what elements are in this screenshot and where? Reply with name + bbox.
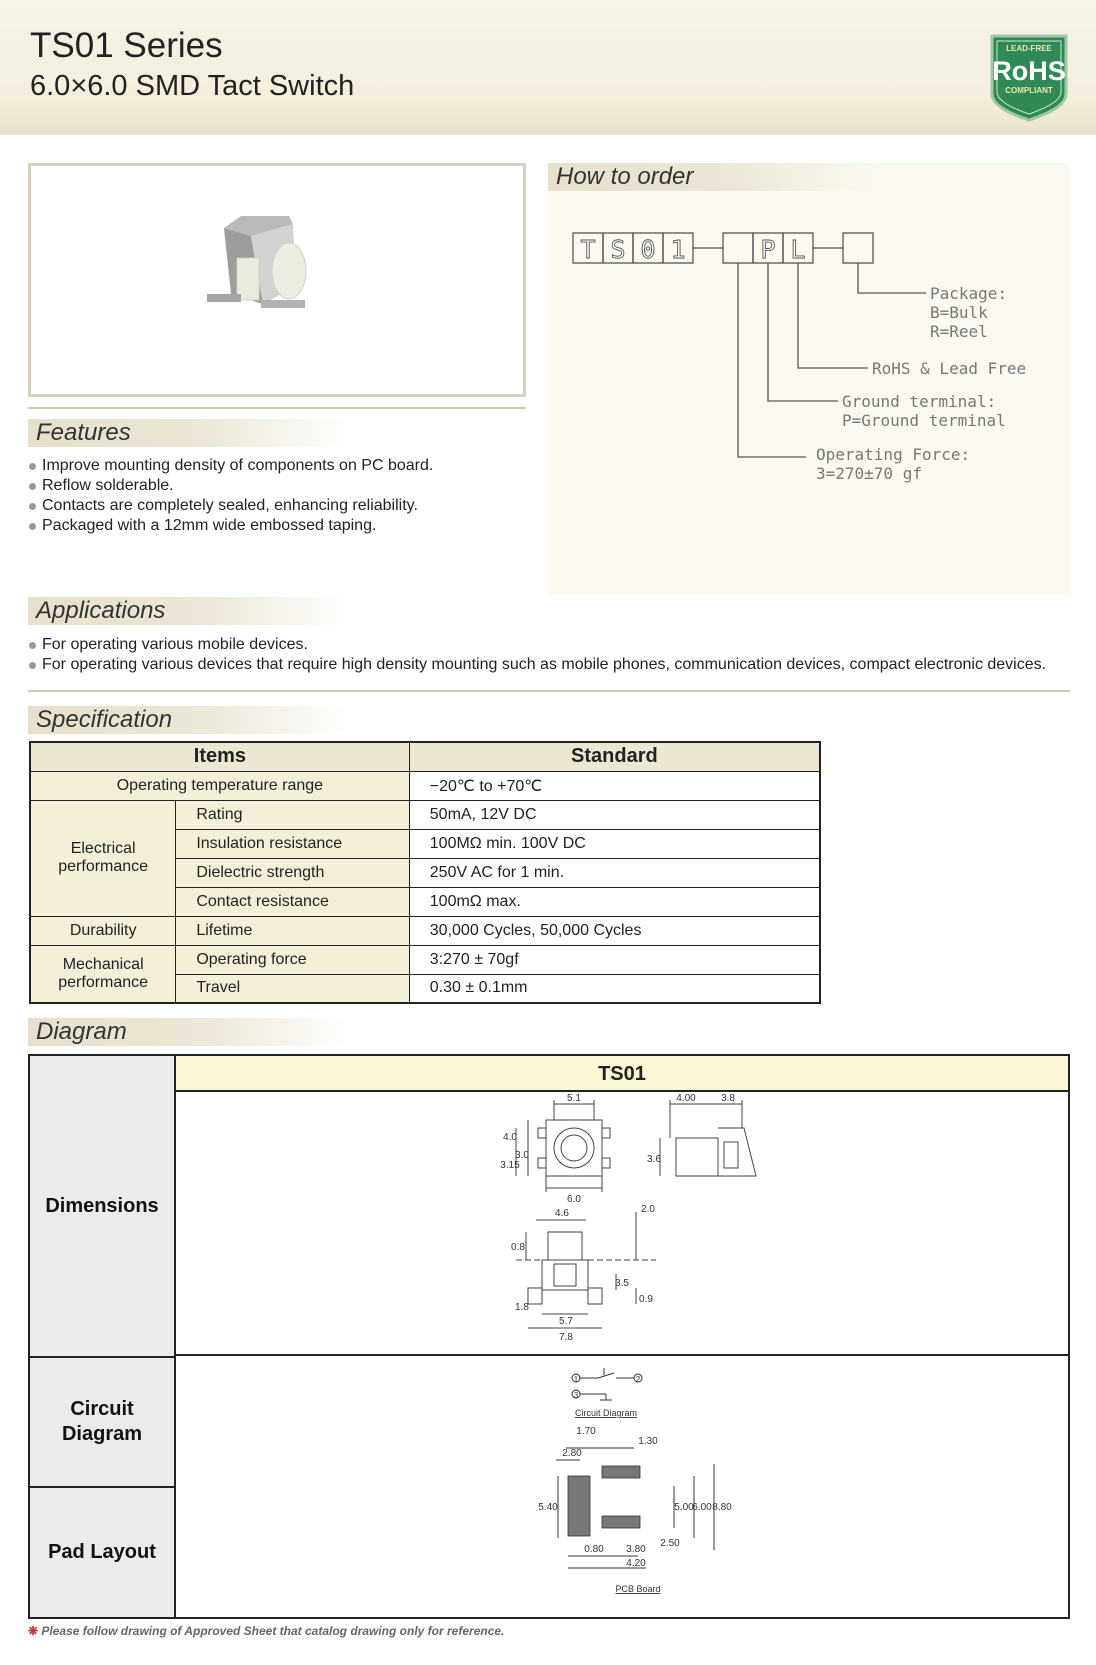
dim-label: 4.00: [676, 1093, 696, 1104]
how-to-order-panel: [548, 163, 1070, 595]
pad-dim-label: 6.00: [692, 1502, 712, 1513]
list-item: Packaged with a 12mm wide embossed taping.: [28, 516, 528, 536]
circuit-diagram-label: Circuit Diagram: [30, 1356, 176, 1486]
pad-dim-label: 1.70: [576, 1426, 596, 1437]
dim-label: 3.5: [615, 1278, 629, 1289]
item-cell: Lifetime: [176, 916, 409, 945]
dimension-drawing: [176, 1092, 1068, 1354]
annotation-line: Ground terminal:: [842, 392, 997, 411]
applications-heading: Applications: [28, 597, 348, 625]
divider: [28, 407, 526, 409]
model-header: TS01: [176, 1056, 1068, 1092]
list-item: Contacts are completely sealed, enhancing reliability.: [28, 496, 528, 516]
pad-dim-label: 8.80: [712, 1502, 732, 1513]
table-header-row: [30, 742, 820, 771]
col-standard: Standard: [409, 742, 820, 771]
list-item: Reflow solderable.: [28, 476, 528, 496]
how-to-order-heading: How to order: [548, 163, 878, 191]
dim-label: 1.8: [515, 1302, 529, 1313]
asterisk-icon: ❋: [28, 1624, 39, 1638]
pin-label: 1: [573, 1375, 579, 1384]
rohs-logo: [988, 32, 1070, 122]
value-cell: 250V AC for 1 min.: [409, 858, 820, 887]
group-cell: Mechanical performance: [30, 945, 176, 1003]
pcb-caption: PCB Board: [615, 1584, 661, 1594]
pad-dim-label: 3.80: [626, 1544, 646, 1555]
pin-label: 2: [635, 1375, 641, 1384]
value-cell: 100mΩ max.: [409, 887, 820, 916]
annotation-line: 3=270±70 gf: [816, 464, 922, 483]
product-image: [31, 166, 523, 394]
dim-label: 3.15: [500, 1160, 520, 1171]
table-row: [30, 945, 820, 974]
code-char: 1: [670, 235, 686, 264]
features-heading: Features: [28, 419, 348, 447]
logo-bottom-text: COMPLIANT: [1005, 86, 1053, 95]
dim-label: 5.7: [559, 1316, 573, 1327]
list-item: For operating various mobile devices.: [28, 635, 1078, 655]
item-cell: Contact resistance: [176, 887, 409, 916]
dim-label: 5.1: [567, 1093, 581, 1104]
logo-main-text: RoHS: [992, 56, 1066, 86]
value-cell: 0.30 ± 0.1mm: [409, 974, 820, 1003]
item-cell: Operating force: [176, 945, 409, 974]
pad-dim-label: 0.80: [584, 1544, 604, 1555]
pad-dim-label: 5.40: [538, 1502, 558, 1513]
product-photo-frame: [28, 163, 526, 397]
dim-label: 2.0: [641, 1204, 655, 1215]
table-row: [30, 800, 820, 829]
dim-label: 4.6: [555, 1208, 569, 1219]
annotation-line: Package:: [930, 284, 1008, 303]
dim-label: 3.6: [647, 1154, 661, 1165]
dim-label: 0.8: [511, 1242, 525, 1253]
pad-dim-label: 2.80: [562, 1448, 582, 1459]
features-list: [28, 456, 528, 536]
pad-dim-label: 4.20: [626, 1558, 646, 1569]
diagram-heading: Diagram: [28, 1018, 348, 1046]
col-items: Items: [30, 742, 409, 771]
specification-heading: Specification: [28, 706, 348, 734]
item-cell: Operating temperature range: [30, 771, 409, 800]
code-char: T: [580, 235, 596, 264]
item-cell: Rating: [176, 800, 409, 829]
diagram-table: [28, 1054, 1070, 1619]
code-char: L: [790, 235, 806, 264]
group-cell: Durability: [30, 916, 176, 945]
dim-label: 0.9: [639, 1294, 653, 1305]
code-char: S: [610, 235, 626, 264]
value-cell: 100MΩ min. 100V DC: [409, 829, 820, 858]
item-cell: Insulation resistance: [176, 829, 409, 858]
divider: [28, 690, 1070, 692]
order-code-diagram: [548, 163, 1070, 595]
annotation-line: R=Reel: [930, 322, 988, 341]
dim-label: 3.0: [515, 1150, 529, 1161]
footer-note-text: Please follow drawing of Approved Sheet that catalog drawing only for reference.: [41, 1624, 505, 1638]
list-item: For operating various devices that require high density mounting such as mobile phones, communication devices, compact electronic devices.: [28, 655, 1078, 675]
pad-dim-label: 5.00: [674, 1502, 694, 1513]
dim-label: 6.0: [567, 1194, 581, 1205]
pad-layout-label: Pad Layout: [30, 1486, 176, 1617]
dimensions-label: Dimensions: [30, 1056, 176, 1356]
annotation-line: B=Bulk: [930, 303, 988, 322]
code-char: 0: [640, 235, 656, 264]
annotation-line: RoHS & Lead Free: [872, 359, 1027, 378]
header-banner: [0, 0, 1096, 135]
annotation-line: P=Ground terminal: [842, 411, 1006, 430]
logo-top-text: LEAD-FREE: [1006, 44, 1052, 53]
circuit-caption: Circuit Diagram: [574, 1408, 638, 1418]
item-cell: Dielectric strength: [176, 858, 409, 887]
dim-label: 3.8: [721, 1093, 735, 1104]
circuit-pad-drawing: [176, 1356, 1068, 1617]
value-cell: 3:270 ± 70gf: [409, 945, 820, 974]
item-cell: Travel: [176, 974, 409, 1003]
group-cell: Electrical performance: [30, 800, 176, 916]
dim-label: 7.8: [559, 1332, 573, 1343]
table-row: [30, 916, 820, 945]
pad-dim-label: 2.50: [660, 1538, 680, 1549]
footer-note: [28, 1624, 504, 1638]
annotation-line: Operating Force:: [816, 445, 971, 464]
table-row: [30, 771, 820, 800]
pad-dim-label: 1.30: [638, 1436, 658, 1447]
specification-table: [29, 741, 821, 1004]
list-item: Improve mounting density of components on PC board.: [28, 456, 528, 476]
applications-list: [28, 635, 1078, 675]
value-cell: 30,000 Cycles, 50,000 Cycles: [409, 916, 820, 945]
page-subtitle: 6.0×6.0 SMD Tact Switch: [30, 70, 355, 102]
pin-label: 3: [573, 1391, 579, 1400]
page-title: TS01 Series: [30, 26, 223, 65]
value-cell: −20℃ to +70℃: [409, 771, 820, 800]
code-char: P: [760, 235, 776, 264]
value-cell: 50mA, 12V DC: [409, 800, 820, 829]
dim-label: 4.0: [503, 1132, 517, 1143]
